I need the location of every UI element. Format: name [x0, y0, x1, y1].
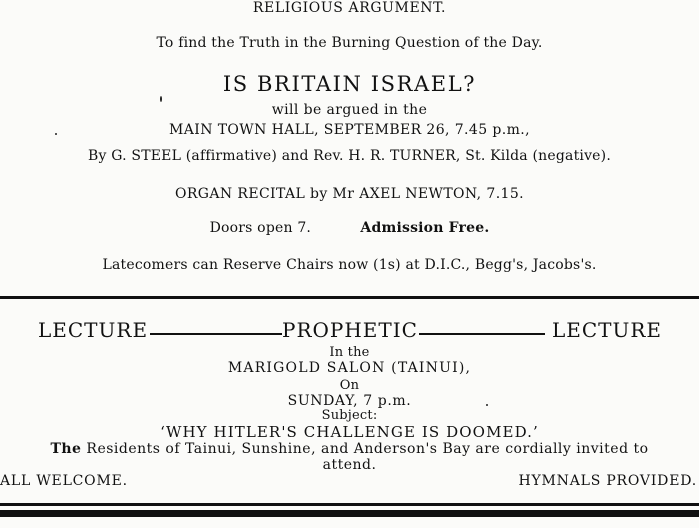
lecture-left: LECTURE	[38, 318, 149, 342]
residents-text: Residents of Tainui, Sunshine, and Anderson's Bay are cordially invited to	[86, 441, 649, 457]
on-line: On	[339, 378, 360, 393]
heading-religious-argument: RELIGIOUS ARGUMENT.	[252, 0, 447, 16]
doors-admission-line	[0, 220, 699, 236]
prophetic-word: PROPHETIC	[282, 318, 418, 342]
divider-rule	[0, 296, 699, 299]
argued-line: will be argued in the	[271, 102, 428, 118]
hymnals-provided: HYMNALS PROVIDED.	[518, 473, 697, 489]
subheading-truth: To find the Truth in the Burning Question of the Day.	[156, 35, 543, 51]
lecture-right: LECTURE	[551, 318, 662, 342]
banner-dash-right	[419, 333, 545, 335]
speakers-line: By G. STEEL (affirmative) and Rev. H. R. TURNER, St. Kilda (negative).	[88, 148, 611, 164]
doors-text: Doors open 7.	[209, 220, 312, 236]
banner-dash-left	[150, 333, 282, 335]
bottom-rule-thin	[0, 503, 699, 506]
subject-title: ‘WHY HITLER'S CHALLENGE IS DOOMED.’	[160, 423, 539, 441]
latecomers-line: Latecomers can Reserve Chairs now (1s) at D.I.C., Begg's, Jacobs's.	[102, 257, 597, 273]
subject-label: Subject:	[321, 408, 378, 423]
question-title: IS BRITAIN ISRAEL?	[222, 72, 477, 96]
venue-line: MAIN TOWN HALL, SEPTEMBER 26, 7.45 p.m.,	[169, 122, 530, 138]
lecture-banner	[38, 318, 662, 346]
in-the-line: In the	[329, 345, 370, 360]
organ-recital-line: ORGAN RECITAL by Mr AXEL NEWTON, 7.15.	[174, 186, 525, 202]
residents-lead: The	[50, 441, 82, 457]
attend-line: attend.	[322, 457, 377, 473]
residents-line	[0, 441, 699, 457]
print-speck	[160, 96, 162, 102]
salon-line: MARIGOLD SALON (TAINUI),	[227, 360, 472, 376]
bottom-rule-thick	[0, 510, 699, 517]
print-speck	[486, 404, 488, 406]
admission-text: Admission Free.	[360, 220, 490, 236]
time-line: SUNDAY, 7 p.m.	[287, 393, 412, 409]
all-welcome: ALL WELCOME.	[0, 473, 128, 489]
print-speck	[55, 133, 57, 135]
